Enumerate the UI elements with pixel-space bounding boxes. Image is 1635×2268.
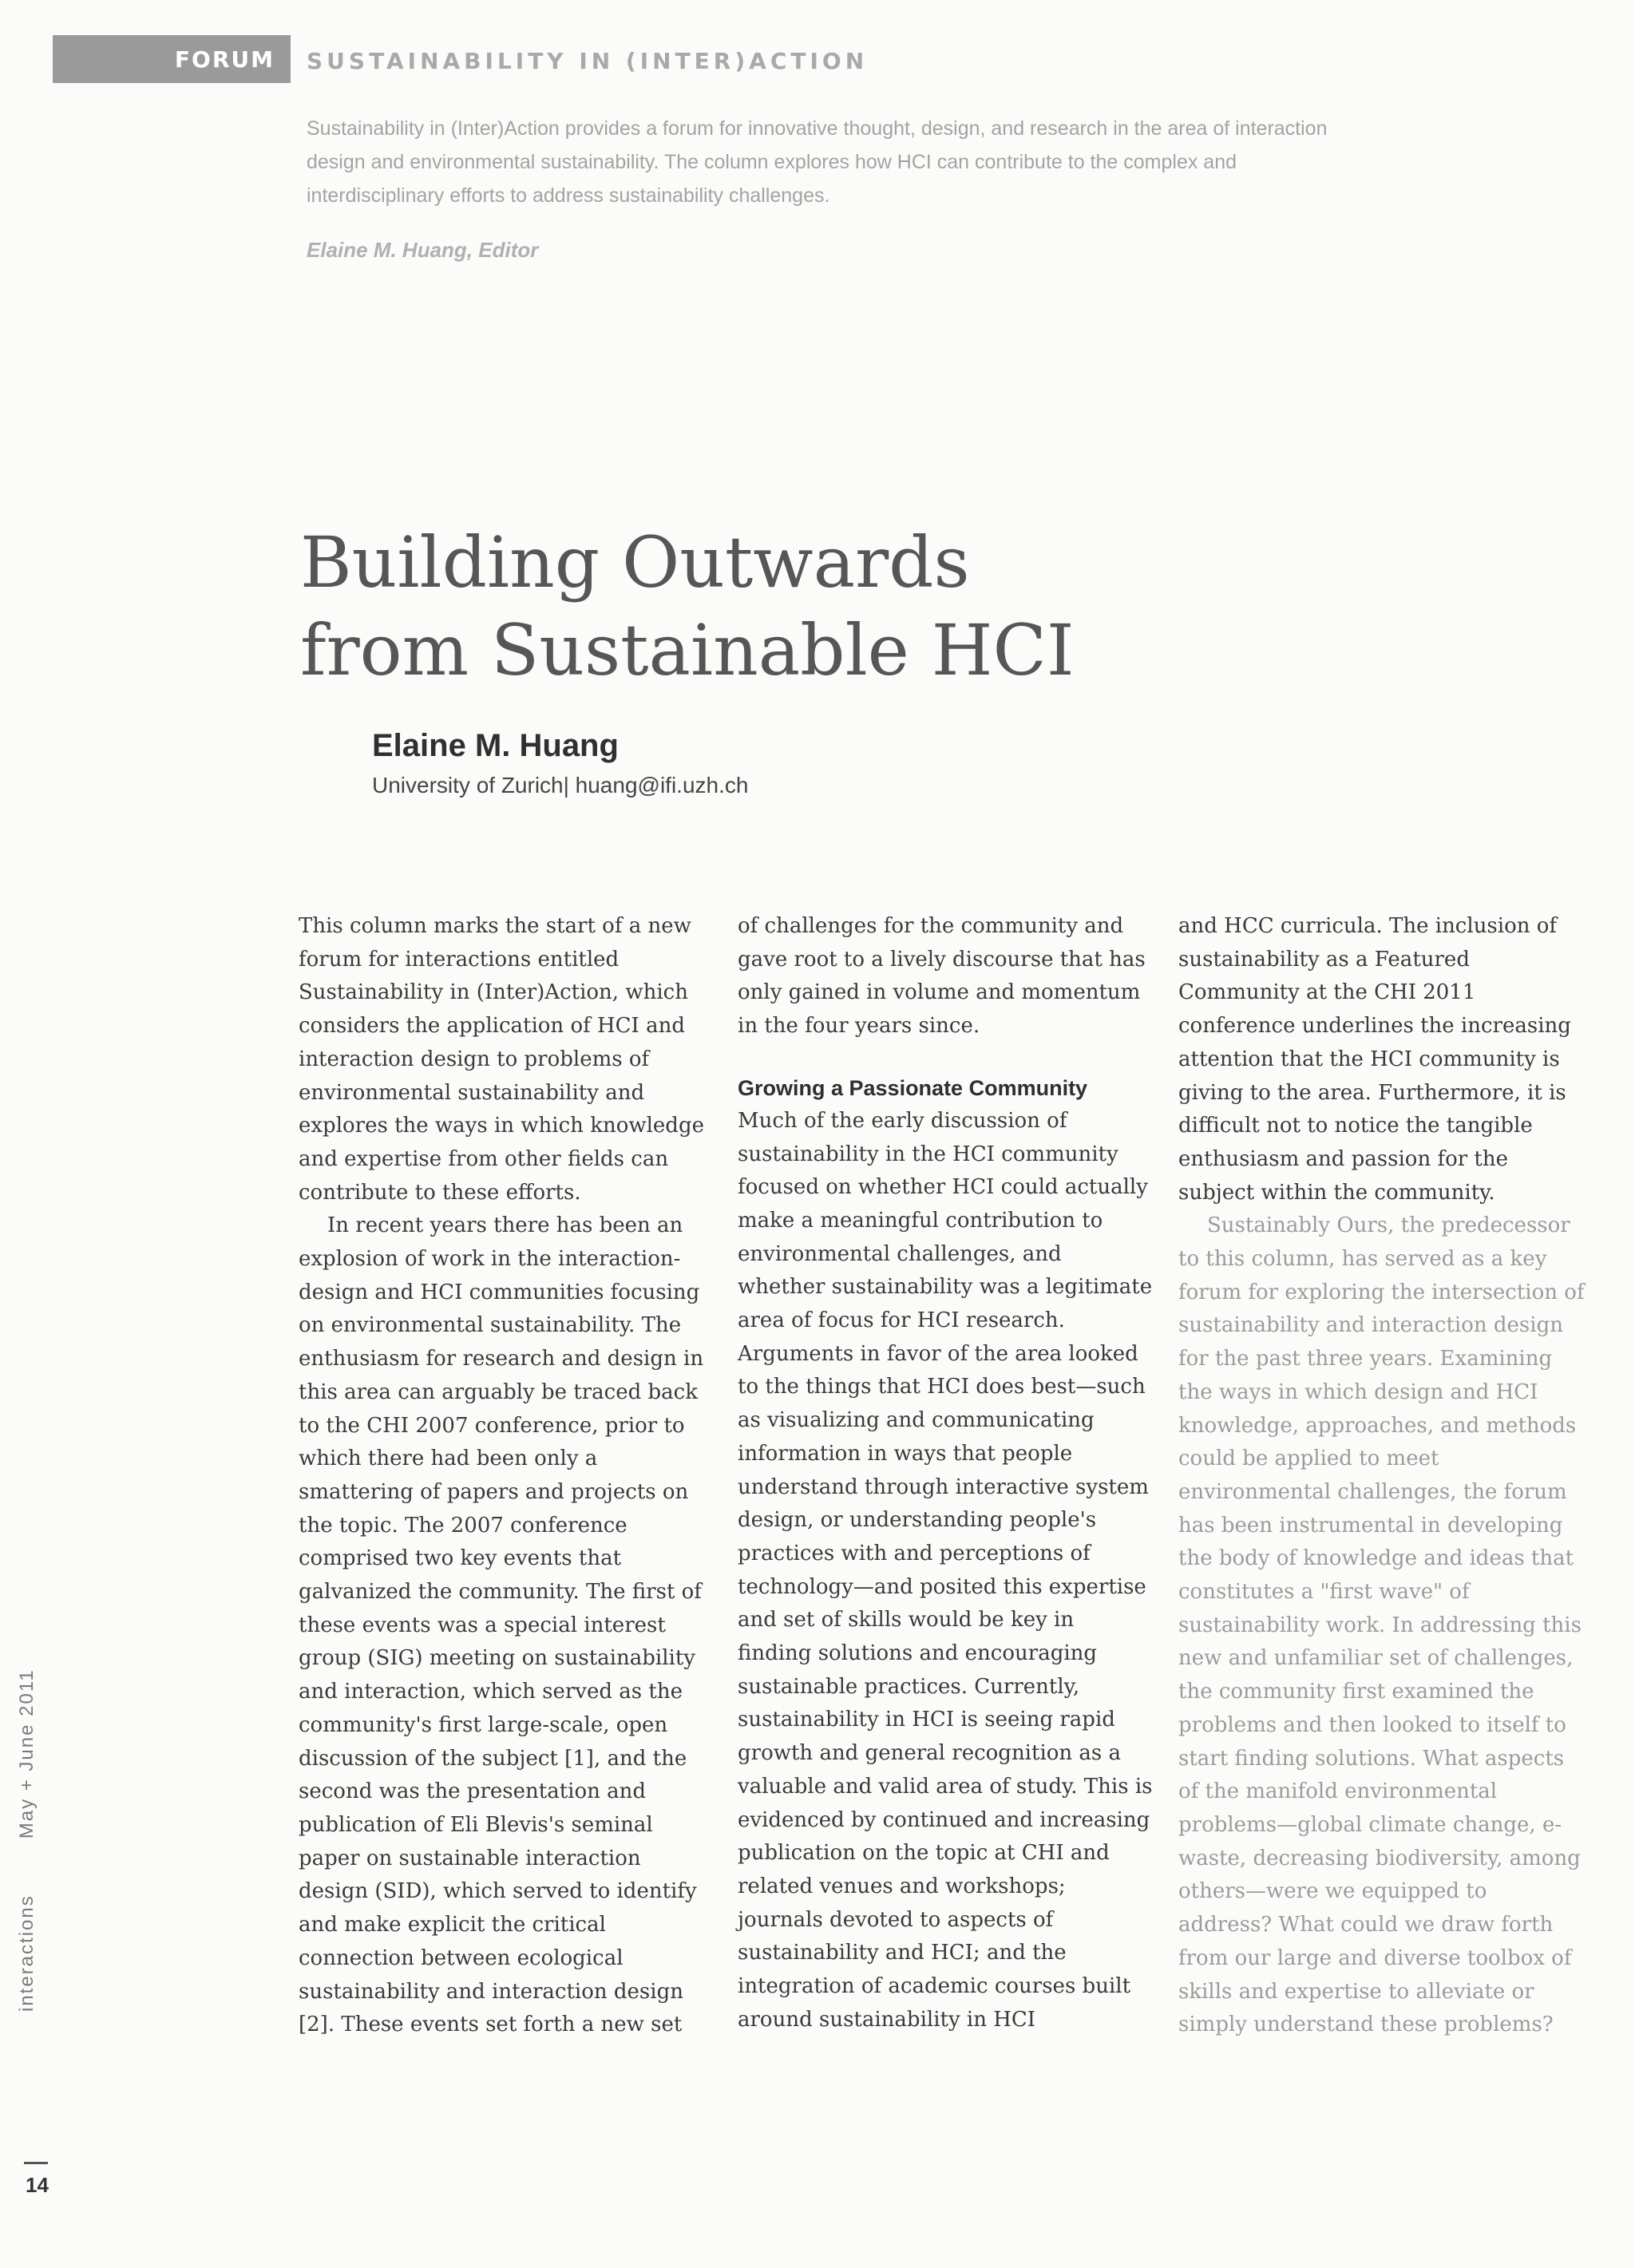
paragraph: of challenges for the community and gave root to a lively discourse that has only gained in volume and momentum in the four years since.	[738, 914, 1146, 1039]
paragraph: In recent years there has been an explosion of work in the interaction-design and HCI communities focusing on environmental sustainability. The enthusiasm for research and design in this area can arguably be traced back to the CHI 2007 conference, prior to which there had been only a smattering of papers and projects on the topic. The 2007 conference comprised two key events that galvanized the community. The first of these events was a special interest group (SIG) meeting on sustainability and interaction, which served as the community's first large-scale, open discussion of the subject [1], and the second was the presentation and publication of Eli Blevis's seminal paper on sustainable interaction design (SID), which served to identify and make explicit the critical connection between ecological sustainability and interaction design [2]. These events set forth a new set	[299, 1213, 704, 2037]
body-column-3	[1178, 910, 1586, 2042]
magazine-name: interactions	[16, 1894, 38, 2012]
author-name: Elaine M. Huang	[372, 728, 619, 763]
section-heading: Growing a Passionate Community	[738, 1075, 1088, 1100]
article-title	[300, 519, 1498, 695]
running-footer	[16, 1597, 48, 2012]
paragraph: Sustainably Ours, the predecessor to this column, has served as a key forum for exploring the intersection of sustainability and interaction design for the past three years. Examining the ways in which design and HCI knowledge, approaches, and methods could be applied to meet environmental challenges, the forum has been instrumental in developing the body of knowledge and ideas that constitutes a "first wave" of sustainability work. In addressing this new and unfamiliar set of challenges, the community first examined the problems and then looked to itself to start finding solutions. What aspects of the manifold environmental problems—global climate change, e-waste, decreasing biodiversity, among others—were we equipped to address? What could we draw forth from our large and diverse toolbox of skills and expertise to alleviate or simply understand these problems?	[1178, 1213, 1585, 2037]
title-line-1: Building Outwards	[300, 521, 970, 604]
column-name: SUSTAINABILITY IN (INTER)ACTION	[307, 48, 869, 74]
editor-credit: Elaine M. Huang, Editor	[307, 238, 539, 262]
page-number-rule	[24, 2162, 48, 2164]
forum-badge	[53, 35, 291, 83]
paragraph: This column marks the start of a new forum for interactions entitled Sustainability in (Inter)Action, which considers the application of HCI and interaction design to problems of environmental sustainability and explores the ways in which knowledge and expertise from other fields can contribute to these efforts.	[299, 914, 704, 1205]
body-column-2	[738, 910, 1153, 2037]
paragraph: Much of the early discussion of sustainability in the HCI community focused on whether HCI could actually make a meaningful contribution to environmental challenges, and whether sustainability was a legitimate area of focus for HCI research. Arguments in favor of the area looked to the things that HCI does best—such as visualizing and communicating information in ways that people understand through interactive system design, or understanding people's practices with and perceptions of technology—and posited this expertise and set of skills would be key in finding solutions and encouraging sustainable practices. Currently, sustainability in HCI is seeing rapid growth and general recognition as a valuable and valid area of study. This is evidenced by continued and increasing publication on the topic at CHI and related venues and workshops; journals devoted to aspects of sustainability and HCI; and the integration of academic courses built around sustainability in HCI	[738, 1108, 1153, 2032]
title-line-2: from Sustainable HCI	[300, 609, 1075, 691]
forum-label: FORUM	[174, 46, 275, 73]
author-affiliation: University of Zurich| huang@ifi.uzh.ch	[372, 773, 749, 798]
paragraph: and HCC curricula. The inclusion of sustainability as a Featured Community at the CHI 2011 conference underlines the increasing attention that the HCI community is giving to the area. Furthermore, it is difficult not to notice the tangible enthusiasm and passion for the subject within the community.	[1178, 914, 1571, 1205]
body-column-1	[299, 910, 714, 2042]
page-number: 14	[26, 2173, 49, 2197]
column-intro: Sustainability in (Inter)Action provides a forum for innovative thought, design, and research in the area of interaction design and environmental sustainability. The column explores how HCI can contribute to the complex and interdisciplinary efforts to address sustainability challenges.	[307, 117, 1328, 207]
issue-date: May + June 2011	[16, 1668, 38, 1839]
